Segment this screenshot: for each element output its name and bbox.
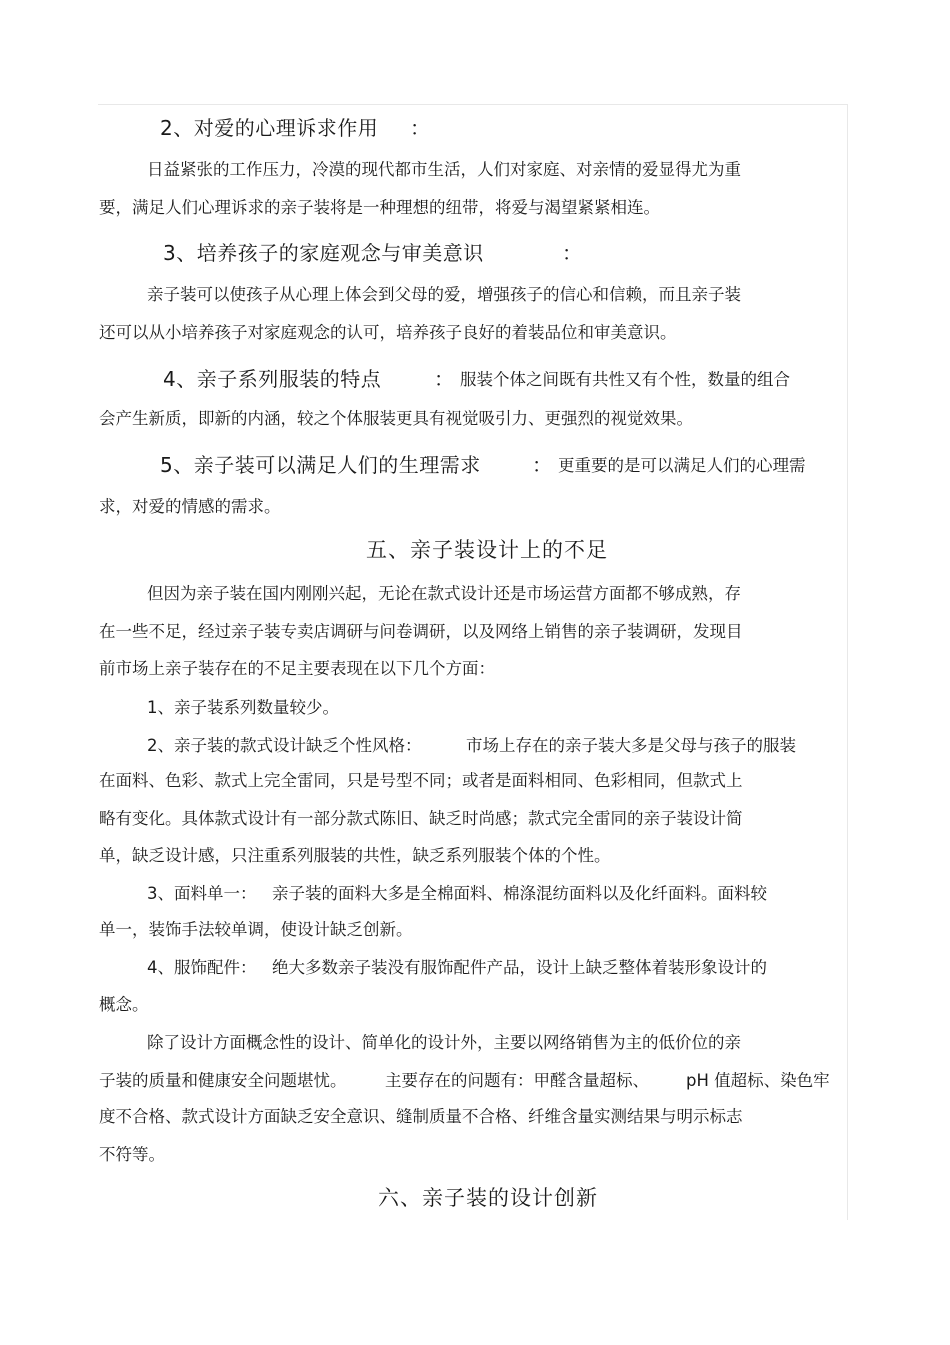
paragraph-inline-text: 服装个体之间既有共性又有个性，数量的组合 <box>460 370 790 389</box>
section-title-5: 五、亲子装设计上的不足 <box>366 538 608 562</box>
subheading-item4: 4、亲子系列服装的特点 <box>163 367 382 391</box>
list-item-inline-text: 绝大多数亲子装没有服饰配件产品，设计上缺乏整体着装形象设计的 <box>272 958 767 977</box>
paragraph-line: 单，缺乏设计感，只注重系列服装的共性，缺乏系列服装个体的个性。 <box>99 846 611 865</box>
list-item-inline-text: 市场上存在的亲子装大多是父母与孩子的服装 <box>466 736 796 755</box>
subheading-item3-colon: ： <box>562 241 583 265</box>
paragraph-line: 还可以从小培养孩子对家庭观念的认可，培养孩子良好的着装品位和审美意识。 <box>99 323 677 342</box>
list-item-label: 2、亲子装的款式设计缺乏个性风格： <box>147 736 422 755</box>
list-item: 1、亲子装系列数量较少。 <box>147 698 339 717</box>
paragraph-line: 除了设计方面概念性的设计、简单化的设计外，主要以网络销售为主的低价位的亲 <box>147 1033 741 1052</box>
subheading-item2: 2、对爱的心理诉求作用 <box>160 116 379 140</box>
paragraph-line: 要，满足人们心理诉求的亲子装将是一种理想的纽带，将爱与渴望紧紧相连。 <box>99 198 660 217</box>
subheading-item4-colon: ： <box>434 367 455 391</box>
subheading-item5-colon: ： <box>532 453 553 477</box>
paragraph-line: 会产生新质，即新的内涵，较之个体服装更具有视觉吸引力、更强烈的视觉效果。 <box>99 409 693 428</box>
paragraph-inline-text: 主要存在的问题有：甲醛含量超标、 <box>385 1071 649 1090</box>
subheading-item5: 5、亲子装可以满足人们的生理需求 <box>160 453 481 477</box>
paragraph-inline-text: 更重要的是可以满足人们的心理需 <box>558 456 806 475</box>
paragraph-line: 不符等。 <box>99 1145 165 1164</box>
paragraph-inline-text: pH 值超标、染色牢 <box>686 1071 830 1090</box>
paragraph-line: 亲子装可以使孩子从心理上体会到父母的爱，增强孩子的信心和信赖，而且亲子装 <box>147 285 741 304</box>
page-frame-top-border <box>98 104 848 105</box>
section-title-6: 六、亲子装的设计创新 <box>378 1186 598 1210</box>
page-frame-right-border <box>847 104 848 1220</box>
list-item-label: 3、面料单一： <box>147 884 257 903</box>
paragraph-line: 度不合格、款式设计方面缺乏安全意识、缝制质量不合格、纤维含量实测结果与明示标志 <box>99 1107 743 1126</box>
list-item-label: 4、服饰配件： <box>147 958 257 977</box>
paragraph-line: 单一，装饰手法较单调，使设计缺乏创新。 <box>99 920 413 939</box>
paragraph-line: 在面料、色彩、款式上完全雷同，只是号型不同；或者是面料相同、色彩相同，但款式上 <box>99 771 743 790</box>
paragraph-line: 略有变化。具体款式设计有一部分款式陈旧、缺乏时尚感；款式完全雷同的亲子装设计简 <box>99 809 743 828</box>
paragraph-line: 子装的质量和健康安全问题堪忧。 <box>99 1071 347 1090</box>
paragraph-line: 在一些不足，经过亲子装专卖店调研与问卷调研，以及网络上销售的亲子装调研，发现目 <box>99 622 743 641</box>
subheading-item3: 3、培养孩子的家庭观念与审美意识 <box>163 241 484 265</box>
subheading-item2-colon: ： <box>410 116 431 140</box>
paragraph-line: 求，对爱的情感的需求。 <box>99 497 281 516</box>
paragraph-line: 但因为亲子装在国内刚刚兴起，无论在款式设计还是市场运营方面都不够成熟，存 <box>147 584 741 603</box>
paragraph-line: 概念。 <box>99 995 149 1014</box>
paragraph-line: 前市场上亲子装存在的不足主要表现在以下几个方面： <box>99 659 495 678</box>
paragraph-line: 日益紧张的工作压力，冷漠的现代都市生活，人们对家庭、对亲情的爱显得尤为重 <box>147 160 741 179</box>
list-item-inline-text: 亲子装的面料大多是全棉面料、棉涤混纺面料以及化纤面料。面料较 <box>272 884 767 903</box>
